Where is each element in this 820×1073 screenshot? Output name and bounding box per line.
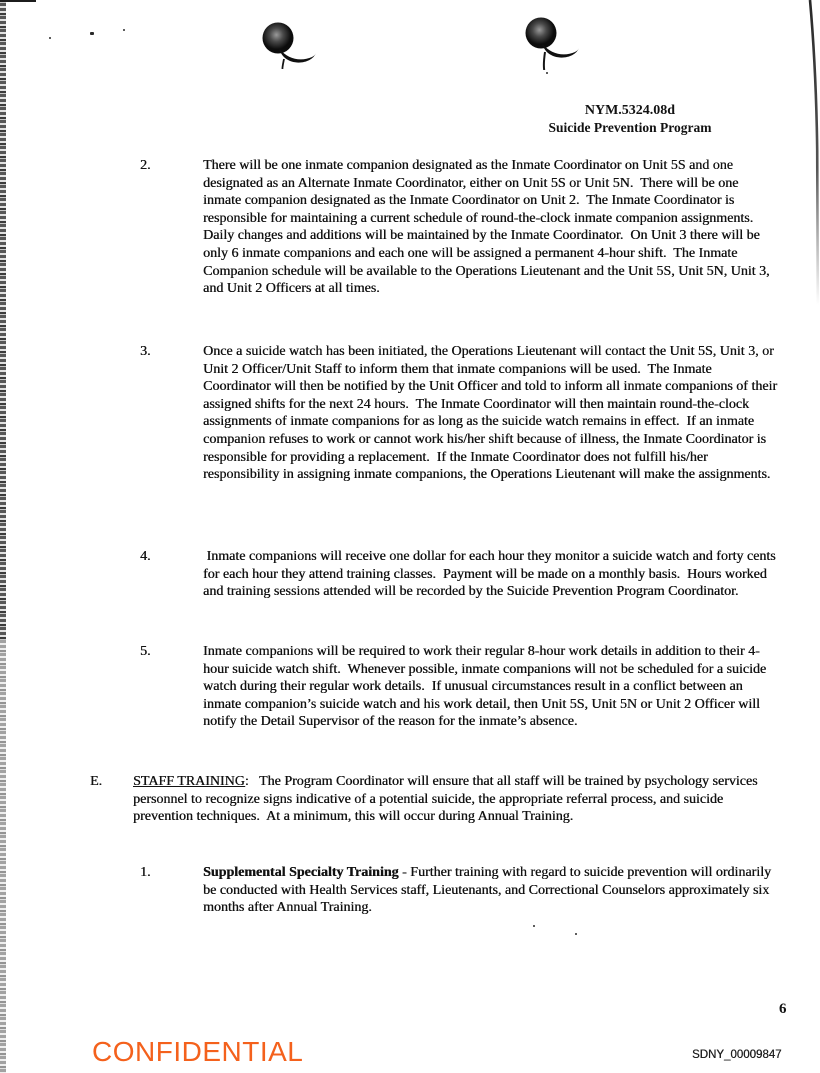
binder-ring-mark-icon [521, 16, 585, 70]
scan-speck [90, 32, 94, 35]
scan-speck [533, 925, 535, 927]
paragraph-number: 5. [140, 644, 151, 659]
paragraph-text: Inmate companions will receive one dollar for each hour they monitor a suicide watch and forty cents for each hour they attend training classes. Payment will be made on a monthly basis. Hours worked and training sessions attended will be recorded by the Suicide Prevention Program Coordinator. [203, 549, 780, 600]
paragraph-number: 4. [140, 549, 151, 564]
binder-ring-mark-icon [259, 21, 323, 69]
paragraph-text [203, 864, 778, 917]
bates-number: SDNY_00009847 [692, 1049, 782, 1061]
paragraph-number: 1. [140, 865, 151, 880]
paragraph-number: 3. [140, 344, 151, 359]
numbered-paragraph-4 [140, 548, 778, 601]
numbered-paragraph-5 [140, 643, 778, 731]
sub-item-bold-lead: Supplemental Specialty Training [203, 865, 399, 880]
section-heading-separator: : [244, 774, 259, 789]
paragraph-text: There will be one inmate companion designated as the Inmate Coordinator on Unit 5S and one designated as an Alternate Inmate Coordinator, either on Unit 5S or Unit 5N. There will be one inmate companion designated as the Inmate Coordinator on Unit 2. The Inmate Coordinator is responsible for maintaining a current schedule of round-the-clock inmate companion assignments. Daily changes and additions will be maintained by the Inmate Coordinator. On Unit 3 there will be only 6 inmate companions and each one will be assigned a permanent 4-hour shift. The Inmate Companion schedule will be available to the Operations Lieutenant and the Unit 5S, Unit 5N, Unit 3, and Unit 2 Officers at all times. [203, 158, 773, 297]
section-e [90, 773, 778, 826]
section-body-text: The Program Coordinator will ensure that all staff will be trained by psychology services personnel to recognize signs indicative of a potential suicide, the appropriate referral process, and suicide prevention techniques. At a minimum, this will occur during Annual Training. [133, 774, 762, 825]
scan-top-edge-mark [0, 0, 36, 2]
scan-speck [49, 37, 51, 39]
sub-item-body-text: - Further training with regard to suicide prevention will ordinarily be conducted with Health Services staff, Lieutenants, and Correctional Counselors approximately six months after Annual Training. [203, 865, 775, 916]
scan-edge-right-curve [804, 0, 820, 310]
paragraph-text: Once a suicide watch has been initiated, the Operations Lieutenant will contact the Unit 5S, Unit 3, or Unit 2 Officer/Unit Staff to inform them that inmate companions will be used. The Inmate Coordinator will then be notified by the Unit Officer and told to inform all inmate companions of their assigned shifts for the next 24 hours. The Inmate Coordinator will then maintain round-the-clock assignments of inmate companions for as long as the suicide watch remains in effect. If an inmate companion refuses to work or cannot work his/her shift because of illness, the Inmate Coordinator is responsible for providing a replacement. If the Inmate Coordinator does not fulfill his/her responsibility in assigning inmate companions, the Operations Lieutenant will make the assignments. [203, 344, 781, 483]
section-heading: STAFF TRAINING [133, 774, 245, 789]
section-label: E. [90, 774, 103, 789]
document-header [485, 102, 775, 136]
sub-item-1 [140, 864, 778, 917]
paragraph-text: Inmate companions will be required to work their regular 8-hour work details in addition to their 4-hour suicide watch shift. Whenever possible, inmate companions will not be scheduled for a suicide watch during their regular work details. If unusual circumstances result in a conflict between an inmate companion’s suicide watch and his work detail, then Unit 5S, Unit 5N or Unit 2 Officer will notify the Detail Supervisor of the reason for the inmate’s absence. [203, 644, 770, 730]
scan-speck [546, 72, 548, 74]
numbered-paragraph-2 [140, 157, 778, 298]
scan-speck [575, 933, 577, 935]
scan-speck [123, 29, 125, 31]
section-text [133, 773, 778, 826]
paragraph-number: 2. [140, 158, 151, 173]
numbered-paragraph-3 [140, 343, 781, 484]
document-code: NYM.5324.08d [584, 103, 676, 118]
document-title: Suicide Prevention Program [548, 120, 712, 135]
page-number: 6 [779, 1001, 787, 1017]
confidential-stamp: CONFIDENTIAL [92, 1036, 304, 1067]
scan-edge-left-fade [0, 640, 7, 1073]
